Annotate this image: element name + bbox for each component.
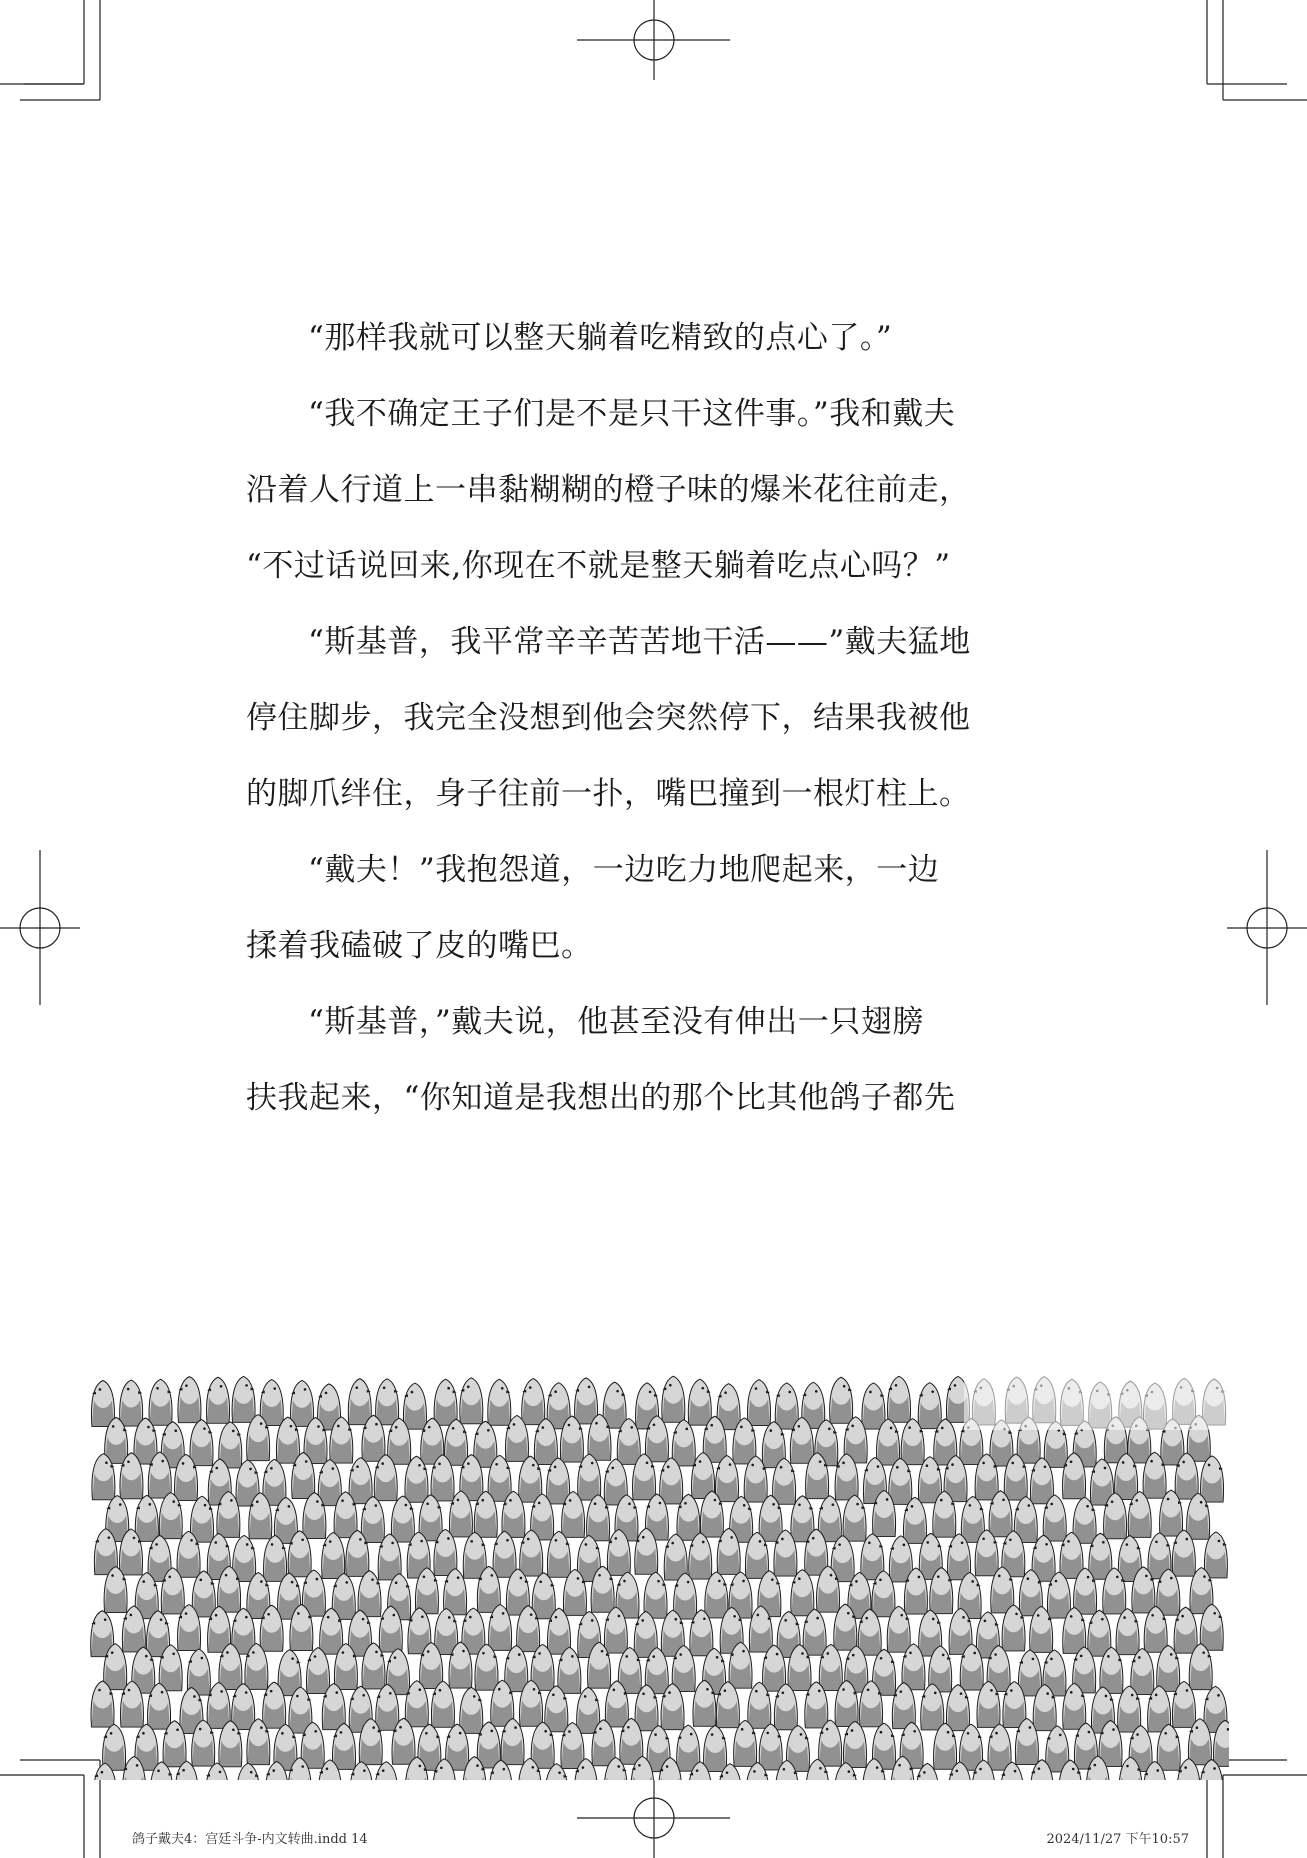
text-line: “斯基普，我平常辛辛苦苦地干活——”戴夫猛地 — [308, 624, 971, 660]
text-line: “斯基普，”戴夫说，他甚至没有伸出一只翅膀 — [308, 1004, 924, 1040]
text-line: “我不确定王子们是不是只干这件事。”我和戴夫 — [308, 396, 956, 432]
text-line: 沿着人行道上一串黏糊糊的橙子味的爆米花往前走， — [246, 472, 971, 508]
text-line: 揉着我磕破了皮的嘴巴。 — [246, 928, 593, 964]
body-text — [246, 300, 1026, 1136]
text-line: 的脚爪绊住，身子往前一扑，嘴巴撞到一根灯柱上。 — [246, 776, 971, 812]
footer-file-info: 鸽子戴夫4：宫廷斗争-内文转曲.indd 14 — [132, 1832, 368, 1847]
pigeon-crowd-illustration — [84, 1360, 1229, 1780]
text-line: 停住脚步，我完全没想到他会突然停下，结果我被他 — [246, 700, 971, 736]
footer-timestamp: 2024/11/27 下午10:57 — [1046, 1832, 1189, 1847]
text-line: “那样我就可以整天躺着吃精致的点心了。” — [308, 320, 893, 356]
text-line: “戴夫！”我抱怨道，一边吃力地爬起来，一边 — [308, 852, 940, 888]
text-line: 扶我起来，“你知道是我想出的那个比其他鸽子都先 — [246, 1080, 956, 1116]
text-line: “不过话说回来,你现在不就是整天躺着吃点心吗？” — [246, 548, 951, 584]
